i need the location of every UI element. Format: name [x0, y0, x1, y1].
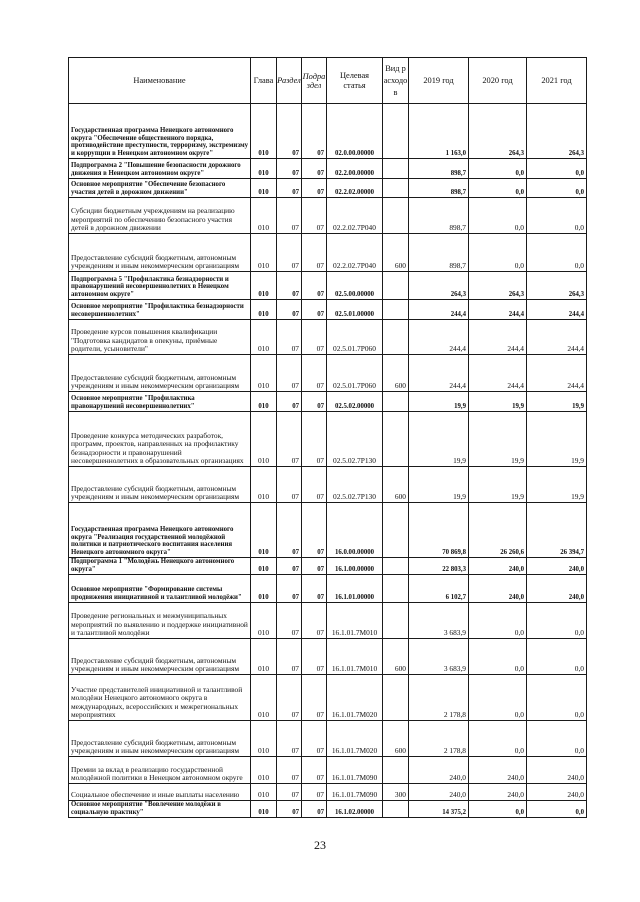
cell-name: Основное мероприятие "Вовлечение молодёжи в социальную практику"	[69, 801, 251, 818]
table-row	[69, 392, 587, 412]
cell-glava: 010	[251, 603, 277, 639]
cell-podrazdel: 07	[302, 392, 327, 412]
cell-razdel: 07	[277, 392, 302, 412]
cell-2021: 244,4	[527, 355, 587, 392]
cell-article: 16.0.00.00000	[327, 503, 383, 558]
cell-glava: 010	[251, 355, 277, 392]
cell-glava: 010	[251, 412, 277, 467]
cell-2020: 0,0	[469, 159, 527, 179]
cell-2020: 19,9	[469, 392, 527, 412]
cell-name: Субсидии бюджетным учреждениям на реализацию мероприятий по обеспечению безопасного участия детей в дорожном движении	[69, 198, 251, 234]
cell-2020: 0,0	[469, 234, 527, 272]
cell-2020: 240,0	[469, 784, 527, 801]
cell-2021: 19,9	[527, 412, 587, 467]
cell-podrazdel: 07	[302, 300, 327, 320]
cell-vid: 600	[383, 467, 409, 503]
cell-article: 16.1.01.7М020	[327, 675, 383, 721]
cell-article: 02.5.02.7Р130	[327, 467, 383, 503]
cell-name: Социальное обеспечение и иные выплаты населению	[69, 784, 251, 801]
cell-2019: 898,7	[409, 234, 469, 272]
cell-2021: 244,4	[527, 320, 587, 355]
cell-vid: 600	[383, 355, 409, 392]
cell-article: 16.1.01.7М090	[327, 784, 383, 801]
cell-2020: 0,0	[469, 801, 527, 818]
cell-razdel: 07	[277, 757, 302, 784]
cell-podrazdel: 07	[302, 467, 327, 503]
table-body	[69, 104, 587, 818]
cell-glava: 010	[251, 234, 277, 272]
table-row	[69, 179, 587, 198]
cell-razdel: 07	[277, 639, 302, 675]
cell-glava: 010	[251, 639, 277, 675]
cell-razdel: 07	[277, 412, 302, 467]
cell-name: Предоставление субсидий бюджетным, автономным учреждениям и иным некоммерческим организациям	[69, 721, 251, 757]
cell-2020: 240,0	[469, 757, 527, 784]
header-podrazdel	[302, 58, 327, 104]
cell-name: Государственная программа Ненецкого автономного округа "Обеспечение общественного порядка, противодействие преступности, терроризму, экстремизму и коррупции в Ненецком автономном округе"	[69, 104, 251, 159]
cell-razdel: 07	[277, 159, 302, 179]
cell-2020: 26 260,6	[469, 503, 527, 558]
cell-article: 16.1.01.7М010	[327, 603, 383, 639]
cell-article: 02.5.02.7Р130	[327, 412, 383, 467]
cell-2019: 898,7	[409, 159, 469, 179]
cell-2020: 244,4	[469, 355, 527, 392]
cell-razdel: 07	[277, 272, 302, 300]
cell-vid: 600	[383, 721, 409, 757]
cell-2019: 3 683,9	[409, 603, 469, 639]
cell-2021: 0,0	[527, 179, 587, 198]
cell-razdel: 07	[277, 784, 302, 801]
cell-vid	[383, 392, 409, 412]
table-row	[69, 757, 587, 784]
header-podrazdel-text: Подраздел	[302, 71, 326, 90]
cell-2020: 240,0	[469, 558, 527, 575]
cell-name: Предоставление субсидий бюджетным, автономным учреждениям и иным некоммерческим организациям	[69, 639, 251, 675]
cell-2020: 0,0	[469, 198, 527, 234]
cell-podrazdel: 07	[302, 503, 327, 558]
cell-podrazdel: 07	[302, 575, 327, 603]
table-row	[69, 721, 587, 757]
cell-razdel: 07	[277, 104, 302, 159]
cell-2019: 240,0	[409, 757, 469, 784]
cell-2019: 244,4	[409, 355, 469, 392]
cell-2021: 19,9	[527, 467, 587, 503]
cell-podrazdel: 07	[302, 757, 327, 784]
table-row	[69, 801, 587, 818]
cell-vid	[383, 272, 409, 300]
header-2020: 2020 год	[469, 58, 527, 104]
table-row	[69, 320, 587, 355]
cell-razdel: 07	[277, 179, 302, 198]
cell-name: Участие представителей инициативной и талантливой молодёжи Ненецкого автономного округа в международных, всероссийских и межрегиональных мероприятиях	[69, 675, 251, 721]
cell-2019: 22 803,3	[409, 558, 469, 575]
cell-2021: 264,3	[527, 104, 587, 159]
cell-razdel: 07	[277, 603, 302, 639]
cell-razdel: 07	[277, 503, 302, 558]
header-vid	[383, 58, 409, 104]
cell-article: 02.5.01.00000	[327, 300, 383, 320]
cell-2019: 3 683,9	[409, 639, 469, 675]
cell-article: 16.1.01.00000	[327, 575, 383, 603]
cell-podrazdel: 07	[302, 675, 327, 721]
cell-glava: 010	[251, 272, 277, 300]
cell-2019: 19,9	[409, 467, 469, 503]
header-2019: 2019 год	[409, 58, 469, 104]
cell-glava: 010	[251, 575, 277, 603]
cell-vid	[383, 801, 409, 818]
cell-podrazdel: 07	[302, 179, 327, 198]
cell-podrazdel: 07	[302, 159, 327, 179]
cell-2020: 19,9	[469, 412, 527, 467]
page-number: 23	[314, 838, 326, 852]
cell-2019: 14 375,2	[409, 801, 469, 818]
cell-podrazdel: 07	[302, 198, 327, 234]
cell-2021: 240,0	[527, 575, 587, 603]
header-glava	[251, 58, 277, 104]
cell-vid	[383, 757, 409, 784]
cell-2019: 898,7	[409, 179, 469, 198]
cell-2019: 244,4	[409, 300, 469, 320]
header-razdel-text: Раздел	[277, 75, 301, 85]
cell-vid	[383, 179, 409, 198]
cell-article: 02.0.00.00000	[327, 104, 383, 159]
cell-2020: 264,3	[469, 272, 527, 300]
cell-2019: 1 163,0	[409, 104, 469, 159]
cell-podrazdel: 07	[302, 272, 327, 300]
cell-glava: 010	[251, 159, 277, 179]
cell-razdel: 07	[277, 320, 302, 355]
cell-name: Подпрограмма 1 "Молодёжь Ненецкого автономного округа"	[69, 558, 251, 575]
cell-name: Проведение курсов повышения квалификации "Подготовка кандидатов в опекуны, приёмные родители, усыновители"	[69, 320, 251, 355]
cell-article: 02.2.00.00000	[327, 159, 383, 179]
header-glava-text: Глава	[253, 75, 274, 85]
cell-article: 02.2.02.7Р040	[327, 234, 383, 272]
table-row	[69, 603, 587, 639]
cell-glava: 010	[251, 503, 277, 558]
cell-2020: 264,3	[469, 104, 527, 159]
cell-name: Подпрограмма 5 "Профилактика безнадзорности и правонарушений несовершеннолетних в Ненецком автономном округе"	[69, 272, 251, 300]
cell-podrazdel: 07	[302, 412, 327, 467]
cell-article: 16.1.01.7М090	[327, 757, 383, 784]
cell-glava: 010	[251, 467, 277, 503]
cell-2020: 244,4	[469, 320, 527, 355]
cell-razdel: 07	[277, 467, 302, 503]
table-row	[69, 784, 587, 801]
cell-2019: 898,7	[409, 198, 469, 234]
cell-glava: 010	[251, 300, 277, 320]
cell-article: 02.5.02.00000	[327, 392, 383, 412]
cell-vid	[383, 412, 409, 467]
cell-article: 16.1.01.7М010	[327, 639, 383, 675]
cell-glava: 010	[251, 784, 277, 801]
cell-name: Государственная программа Ненецкого автономного округа "Реализация государственной молодёжной политики и патриотического воспитания населения Ненецкого автономного округа"	[69, 503, 251, 558]
cell-podrazdel: 07	[302, 355, 327, 392]
cell-razdel: 07	[277, 355, 302, 392]
cell-vid	[383, 675, 409, 721]
cell-podrazdel: 07	[302, 104, 327, 159]
cell-razdel: 07	[277, 300, 302, 320]
table-row	[69, 503, 587, 558]
budget-table	[68, 57, 587, 818]
cell-podrazdel: 07	[302, 603, 327, 639]
cell-glava: 010	[251, 757, 277, 784]
cell-2019: 70 869,8	[409, 503, 469, 558]
cell-podrazdel: 07	[302, 639, 327, 675]
cell-name: Проведение региональных и межмуниципальных мероприятий по выявлению и поддержке инициативной и талантливой молодёжи	[69, 603, 251, 639]
table-row	[69, 558, 587, 575]
cell-2019: 19,9	[409, 392, 469, 412]
cell-2021: 240,0	[527, 757, 587, 784]
cell-2019: 240,0	[409, 784, 469, 801]
table-header-row	[69, 58, 587, 104]
cell-2021: 0,0	[527, 639, 587, 675]
header-article-text: Целевая статья	[339, 70, 370, 90]
cell-name: Подпрограмма 2 "Повышение безопасности дорожного движения в Ненецком автономном округе"	[69, 159, 251, 179]
table-row	[69, 639, 587, 675]
table-row	[69, 104, 587, 159]
cell-glava: 010	[251, 198, 277, 234]
header-2021: 2021 год	[527, 58, 587, 104]
cell-podrazdel: 07	[302, 558, 327, 575]
cell-name: Основное мероприятие "Профилактика безнадзорности несовершеннолетних"	[69, 300, 251, 320]
cell-razdel: 07	[277, 234, 302, 272]
cell-razdel: 07	[277, 558, 302, 575]
cell-vid	[383, 603, 409, 639]
cell-2020: 0,0	[469, 675, 527, 721]
cell-razdel: 07	[277, 198, 302, 234]
cell-article: 02.2.02.7Р040	[327, 198, 383, 234]
cell-name: Проведение конкурса методических разработок, программ, проектов, направленных на профилактику безнадзорности и правонарушений несовершеннолетних в образовательных организациях	[69, 412, 251, 467]
table-row	[69, 272, 587, 300]
table-row	[69, 467, 587, 503]
cell-2020: 0,0	[469, 639, 527, 675]
cell-vid	[383, 159, 409, 179]
cell-glava: 010	[251, 104, 277, 159]
cell-article: 02.5.01.7Р060	[327, 320, 383, 355]
cell-name: Предоставление субсидий бюджетным, автономным учреждениям и иным некоммерческим организациям	[69, 234, 251, 272]
cell-podrazdel: 07	[302, 234, 327, 272]
cell-vid: 300	[383, 784, 409, 801]
cell-2019: 6 102,7	[409, 575, 469, 603]
cell-2021: 264,3	[527, 272, 587, 300]
cell-2021: 244,4	[527, 300, 587, 320]
cell-2021: 240,0	[527, 784, 587, 801]
cell-vid	[383, 558, 409, 575]
cell-vid	[383, 503, 409, 558]
cell-razdel: 07	[277, 721, 302, 757]
table-row	[69, 234, 587, 272]
cell-vid	[383, 320, 409, 355]
cell-podrazdel: 07	[302, 784, 327, 801]
cell-glava: 010	[251, 801, 277, 818]
cell-name: Основное мероприятие "Профилактика правонарушений несовершеннолетних"	[69, 392, 251, 412]
cell-2021: 0,0	[527, 159, 587, 179]
cell-2020: 0,0	[469, 721, 527, 757]
cell-2020: 0,0	[469, 603, 527, 639]
cell-2019: 244,4	[409, 320, 469, 355]
table-row	[69, 198, 587, 234]
cell-name: Основное мероприятие "Обеспечение безопасного участия детей в дорожном движении"	[69, 179, 251, 198]
cell-podrazdel: 07	[302, 801, 327, 818]
cell-glava: 010	[251, 721, 277, 757]
cell-2020: 240,0	[469, 575, 527, 603]
cell-razdel: 07	[277, 801, 302, 818]
cell-glava: 010	[251, 392, 277, 412]
cell-glava: 010	[251, 558, 277, 575]
table-row	[69, 159, 587, 179]
cell-glava: 010	[251, 179, 277, 198]
cell-podrazdel: 07	[302, 721, 327, 757]
cell-2021: 19,9	[527, 392, 587, 412]
cell-vid: 600	[383, 639, 409, 675]
cell-2021: 0,0	[527, 675, 587, 721]
cell-name: Основное мероприятие "Формирование системы продвижения инициативной и талантливой молодёжи"	[69, 575, 251, 603]
cell-2019: 2 178,8	[409, 675, 469, 721]
cell-name: Премии за вклад в реализацию государственной молодёжной политики в Ненецком автономном округе	[69, 757, 251, 784]
header-article	[327, 58, 383, 104]
header-vid-text: Вид расходов	[383, 63, 408, 97]
cell-2021: 240,0	[527, 558, 587, 575]
table-row	[69, 675, 587, 721]
table-row	[69, 300, 587, 320]
cell-article: 02.2.02.00000	[327, 179, 383, 198]
table-row	[69, 575, 587, 603]
cell-vid	[383, 575, 409, 603]
cell-2021: 0,0	[527, 198, 587, 234]
cell-article: 16.1.01.7М020	[327, 721, 383, 757]
cell-razdel: 07	[277, 675, 302, 721]
cell-vid	[383, 300, 409, 320]
cell-article: 02.5.00.00000	[327, 272, 383, 300]
cell-2021: 0,0	[527, 801, 587, 818]
cell-2019: 2 178,8	[409, 721, 469, 757]
cell-2020: 244,4	[469, 300, 527, 320]
cell-razdel: 07	[277, 575, 302, 603]
cell-2020: 19,9	[469, 467, 527, 503]
cell-name: Предоставление субсидий бюджетным, автономным учреждениям и иным некоммерческим организациям	[69, 467, 251, 503]
cell-article: 16.1.00.00000	[327, 558, 383, 575]
table-row	[69, 355, 587, 392]
table-row	[69, 412, 587, 467]
cell-2021: 26 394,7	[527, 503, 587, 558]
cell-glava: 010	[251, 320, 277, 355]
cell-2021: 0,0	[527, 603, 587, 639]
cell-vid: 600	[383, 234, 409, 272]
cell-glava: 010	[251, 675, 277, 721]
cell-vid	[383, 198, 409, 234]
cell-2021: 0,0	[527, 721, 587, 757]
header-name: Наименование	[69, 58, 251, 104]
cell-2019: 19,9	[409, 412, 469, 467]
cell-2021: 0,0	[527, 234, 587, 272]
cell-name: Предоставление субсидий бюджетным, автономным учреждениям и иным некоммерческим организациям	[69, 355, 251, 392]
cell-vid	[383, 104, 409, 159]
cell-podrazdel: 07	[302, 320, 327, 355]
cell-article: 16.1.02.00000	[327, 801, 383, 818]
cell-article: 02.5.01.7Р060	[327, 355, 383, 392]
cell-2019: 264,3	[409, 272, 469, 300]
header-razdel	[277, 58, 302, 104]
cell-2020: 0,0	[469, 179, 527, 198]
